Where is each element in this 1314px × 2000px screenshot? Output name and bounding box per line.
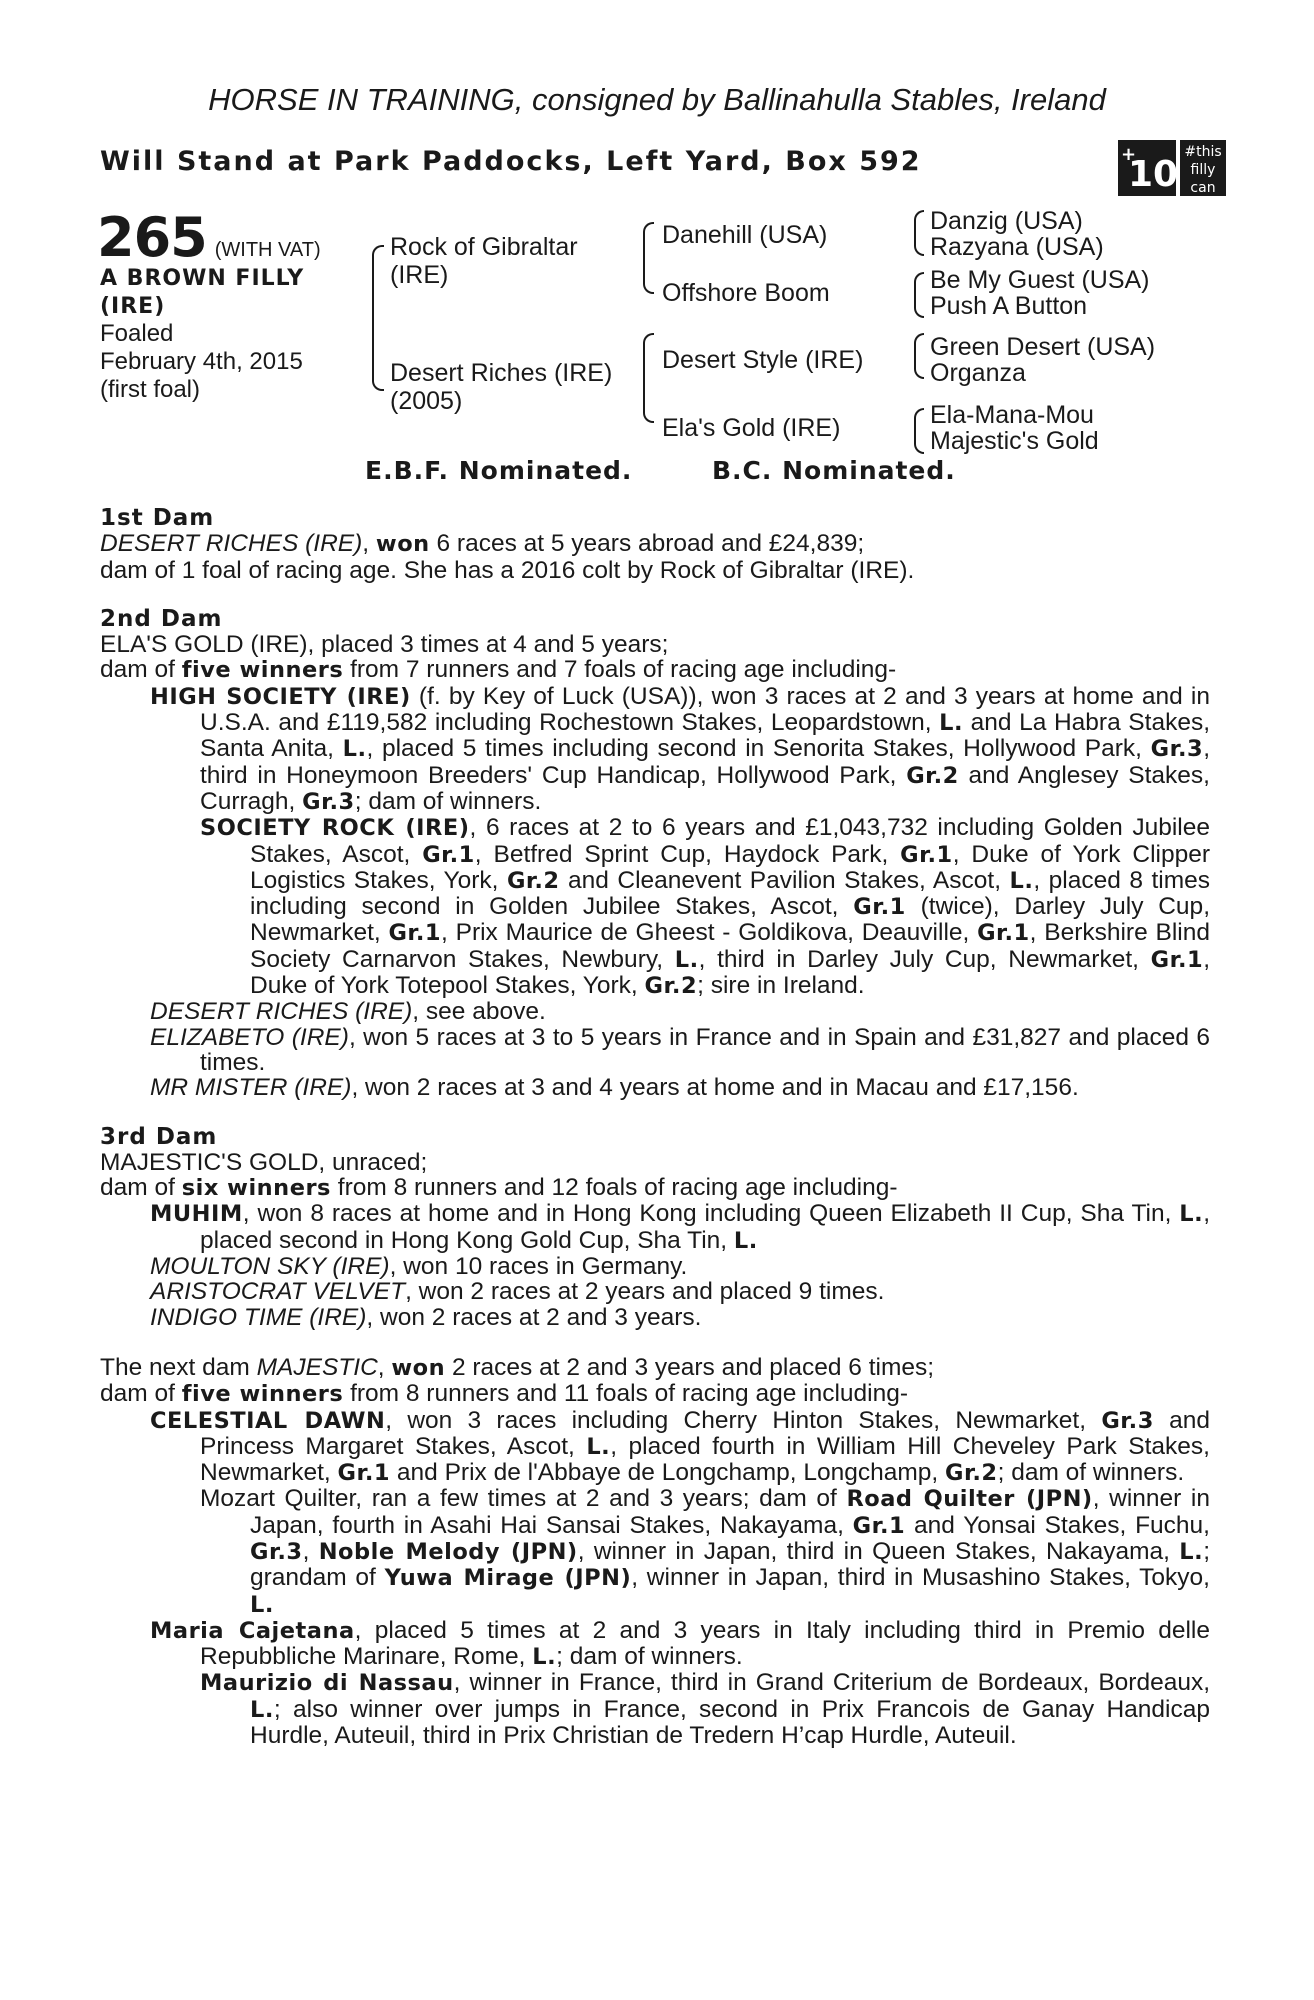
- svg-text:#this: #this: [1184, 144, 1222, 160]
- grade: L.: [733, 1227, 758, 1254]
- this-filly-can-logo: [1118, 138, 1228, 198]
- winners-count: five winners: [181, 1381, 344, 1408]
- text: , Betfred Sprint Cup, Haydock Park,: [474, 840, 901, 868]
- text: dam of: [100, 1174, 182, 1202]
- grade: Gr.1: [388, 920, 442, 947]
- dsd: Organza: [930, 359, 1026, 387]
- dam: [390, 359, 612, 415]
- text: 2 races at 2 and 3 years and placed 6 times;: [445, 1353, 935, 1381]
- pedigree-brace-dam: [643, 333, 654, 423]
- horse-name: SOCIETY ROCK (IRE): [200, 815, 470, 842]
- text: and Cleanevent Pavilion Stakes, Ascot,: [559, 866, 1010, 894]
- maria-cajetana-entry: [100, 1618, 1210, 1671]
- third-dam-produce: [100, 1175, 1210, 1201]
- next-dam-produce: [100, 1381, 1210, 1407]
- svg-text:can: can: [1190, 180, 1216, 196]
- foaled-date: February 4th, 2015: [100, 348, 303, 375]
- grade: L.: [532, 1644, 557, 1671]
- text: , winner in Japan, fourth in Asahi Hai Sansai Stakes, Nakayama,: [250, 1485, 1210, 1539]
- grade: Gr.1: [1150, 946, 1204, 973]
- pedigree-brace-ds: [914, 333, 924, 379]
- text: , winner in Japan, third in Queen Stakes, Nakayama,: [577, 1537, 1180, 1565]
- third-dam-heading: 3rd Dam: [100, 1123, 218, 1150]
- text: , Berkshire Blind Society Carnarvon Stakes, Newbury,: [250, 919, 1210, 973]
- text: and Yonsai Stakes, Fuchu,: [905, 1511, 1210, 1539]
- next-dam-line: The next dam MAJESTIC, won 2 races at 2 and 3 years and placed 6 times;: [100, 1353, 935, 1381]
- pedigree-brace-dd: [914, 408, 924, 454]
- ebf-nominated: E.B.F. Nominated.: [365, 456, 633, 485]
- winners-count: six winners: [181, 1175, 331, 1202]
- mozart-quilter-entry: Mozart Quilter, ran a few times at 2 and 3 years; dam of Road Quilter (JPN), winner in Japan, fourth in Asahi Hai Sansai Stakes, Nakayama, Gr.1 and Yonsai Stakes, Fuchu, Gr.3, Noble Melody (JPN), winner in Japan, third in Queen Stakes, Nakayama, L.; grandam of Yuwa Mirage (JPN), winner in Japan, third in Musashino Stakes, Tokyo, L.: [200, 1485, 1210, 1618]
- won-label: won: [375, 531, 430, 558]
- text: , 6 races at 2 to 6 years and £1,043,732 including Golden Jubilee Stakes, Ascot,: [250, 814, 1210, 868]
- text: Mozart Quilter, ran a few times at 2 and 3 years; dam of: [200, 1485, 847, 1513]
- horse-name: MAJESTIC: [256, 1353, 378, 1381]
- grade: Gr.3: [250, 1538, 303, 1565]
- second-dam-produce: [100, 657, 1210, 683]
- grade: L.: [342, 736, 367, 763]
- text: dam of: [100, 656, 182, 684]
- text: , placed 5 times at 2 and 3 years in Italy including third in Premio delle Repubbliche Marinare, Rome,: [200, 1616, 1210, 1671]
- text: and Anglesey Stakes, Curragh,: [200, 761, 1210, 815]
- first-dam-line: DESERT RICHES (IRE), won 6 races at 5 years abroad and £24,839;: [100, 530, 865, 558]
- grade: Gr.2: [644, 973, 698, 1000]
- sire-name: Rock of Gibraltar: [390, 233, 578, 261]
- horse-description: [100, 265, 304, 321]
- text: and Prix de l'Abbaye de Longchamp, Longchamp,: [390, 1459, 946, 1487]
- grade: Gr.1: [853, 894, 906, 921]
- text: ; dam of winners.: [354, 787, 542, 815]
- text: ; grandam of: [250, 1537, 1210, 1592]
- horse-name: HIGH SOCIETY (IRE): [150, 683, 411, 710]
- grade: Gr.2: [506, 867, 560, 894]
- catalogue-body: [100, 506, 1210, 1748]
- horse-name: DESERT RICHES (IRE): [150, 998, 413, 1026]
- sire: [390, 233, 578, 289]
- text: from 8 runners and 12 foals of racing age including-: [330, 1174, 898, 1202]
- text: , placed fourth in William Hill Cheveley Park Stakes, Newmarket,: [200, 1432, 1210, 1487]
- dam-name: Desert Riches (IRE): [390, 359, 613, 387]
- grade: Gr.1: [852, 1512, 906, 1539]
- horse-name: ELIZABETO (IRE): [150, 1023, 349, 1051]
- moulton-sky-entry: [100, 1254, 1210, 1279]
- grade: Gr.3: [302, 788, 355, 815]
- horse-name: MOULTON SKY (IRE): [150, 1253, 390, 1281]
- dds: Ela-Mana-Mou: [930, 401, 1094, 429]
- ddd: Majestic's Gold: [930, 427, 1099, 455]
- horse-name: Yuwa Mirage (JPN): [384, 1565, 632, 1592]
- text: ; dam of winners.: [556, 1643, 743, 1671]
- elizabeto-entry: [100, 1025, 1210, 1076]
- text: , Duke of York Clipper Logistics Stakes, York,: [250, 840, 1210, 894]
- second-dam-heading: 2nd Dam: [100, 605, 223, 632]
- grade: Gr.1: [977, 920, 1030, 947]
- text: , see above.: [412, 998, 546, 1026]
- pedigree-brace-main: [372, 245, 384, 391]
- pedigree-brace-sd: [914, 272, 924, 318]
- grade: Gr.1: [422, 841, 475, 868]
- text: , won 8 races at home and in Hong Kong including Queen Elizabeth II Cup, Sha Tin,: [242, 1200, 1180, 1228]
- ssd: Razyana (USA): [930, 233, 1104, 261]
- text: dam of: [100, 1380, 182, 1408]
- grade: Gr.3: [1150, 736, 1204, 763]
- second-dam-line: ELA'S GOLD (IRE), placed 3 times at 4 and 5 years;: [100, 631, 669, 659]
- grade: L.: [1179, 1538, 1204, 1565]
- pedigree-brace-ss: [914, 210, 924, 256]
- text: ; sire in Ireland.: [697, 972, 865, 1000]
- text: , winner in Japan, third in Musashino Stakes, Tokyo,: [631, 1564, 1210, 1592]
- dam-year: (2005): [390, 387, 463, 415]
- sire-country: (IRE): [390, 261, 449, 289]
- celestial-dawn-entry: [100, 1408, 1210, 1487]
- dam-dam: Ela's Gold (IRE): [662, 414, 841, 442]
- grade: Gr.1: [900, 841, 953, 868]
- text: (twice), Darley July Cup, Newmarket,: [250, 893, 1210, 947]
- sex-line-1: A BROWN FILLY: [100, 266, 305, 291]
- desert-riches-entry: [100, 999, 1210, 1024]
- horse-name: Road Quilter (JPN): [846, 1486, 1093, 1513]
- horse-name: ARISTOCRAT VELVET: [150, 1278, 406, 1306]
- text: from 7 runners and 7 foals of racing age including-: [343, 656, 897, 684]
- grade: L.: [250, 1696, 274, 1723]
- horse-name: CELESTIAL DAWN: [150, 1407, 386, 1434]
- grade: L.: [1009, 867, 1034, 894]
- text: from 8 runners and 11 foals of racing age including-: [343, 1380, 908, 1408]
- society-rock-entry: [100, 815, 1210, 999]
- vat-note: (WITH VAT): [214, 239, 321, 261]
- text: , placed 5 times including second in Senorita Stakes, Hollywood Park,: [366, 735, 1151, 763]
- indigo-time-entry: [100, 1305, 1210, 1330]
- sire-dam: Offshore Boom: [662, 279, 830, 307]
- first-dam-produce: dam of 1 foal of racing age. She has a 2016 colt by Rock of Gibraltar (IRE).: [100, 556, 915, 584]
- text: (f. by Key of Luck (USA)), won 3 races at 2 and 3 years at home and in U.S.A. and £119,582 including Rochestown Stakes, Leopardstown,: [200, 682, 1210, 737]
- high-society-entry: [100, 684, 1210, 815]
- grade: L.: [250, 1591, 274, 1618]
- horse-name: Maria Cajetana: [150, 1617, 355, 1644]
- sire-sire: Danehill (USA): [662, 221, 828, 249]
- text: , won 10 races in Germany.: [389, 1253, 688, 1281]
- pedigree-brace-sire: [643, 222, 654, 294]
- first-dam-heading: 1st Dam: [100, 505, 215, 531]
- text: , placed 8 times including second in Golden Jubilee Stakes, Ascot,: [250, 866, 1210, 921]
- text: , Prix Maurice de Gheest - Goldikova, Deauville,: [441, 919, 978, 947]
- sdd: Push A Button: [930, 292, 1088, 320]
- sds: Be My Guest (USA): [930, 266, 1150, 294]
- foal-note: (first foal): [100, 376, 201, 403]
- text: , won 2 races at 2 years and placed 9 times.: [405, 1278, 885, 1306]
- text: and Princess Margaret Stakes, Ascot,: [200, 1406, 1211, 1460]
- horse-name: Maurizio di Nassau: [200, 1670, 454, 1697]
- dam-sire: Desert Style (IRE): [662, 346, 864, 374]
- text: , won 2 races at 3 and 4 years at home and in Macau and £17,156.: [351, 1074, 1079, 1102]
- text: ; also winner over jumps in France, second in Prix Francois de Ganay Handicap Hurdle, Auteuil, third in Prix Christian de Tredern H’cap Hurdle, Auteuil.: [250, 1695, 1210, 1750]
- grade: Gr.1: [337, 1460, 391, 1487]
- winners-count: five winners: [181, 657, 344, 684]
- horse-name: MR MISTER (IRE): [150, 1074, 352, 1102]
- grade: Gr.2: [906, 762, 959, 789]
- text: , won 5 races at 3 to 5 years in France and in Spain and £31,827 and placed 6 times.: [200, 1023, 1211, 1076]
- dss: Green Desert (USA): [930, 333, 1156, 361]
- grade: L.: [1179, 1201, 1204, 1228]
- grade: L.: [674, 946, 699, 973]
- text: , third in Darley July Cup, Newmarket,: [698, 945, 1151, 973]
- text: , Duke of York Totepool Stakes, York,: [250, 945, 1210, 1000]
- bc-nominated: B.C. Nominated.: [712, 456, 956, 485]
- text: and La Habra Stakes, Santa Anita,: [200, 709, 1211, 763]
- dam-record: 6 races at 5 years abroad and £24,839;: [429, 530, 865, 558]
- muhim-entry: [100, 1201, 1210, 1254]
- third-dam-line: MAJESTIC'S GOLD, unraced;: [100, 1148, 428, 1176]
- foaled-label: Foaled: [100, 320, 174, 347]
- text: , winner in France, third in Grand Criterium de Bordeaux, Bordeaux,: [453, 1669, 1211, 1697]
- text: ; dam of winners.: [997, 1459, 1185, 1487]
- grade: L.: [586, 1433, 611, 1460]
- won-label: won: [391, 1354, 446, 1381]
- sex-line-2: (IRE): [100, 294, 166, 319]
- aristocrat-velvet-entry: [100, 1279, 1210, 1304]
- text: , won 3 races including Cherry Hinton Stakes, Newmarket,: [385, 1406, 1102, 1434]
- grade: Gr.3: [1101, 1407, 1154, 1434]
- svg-text:+: +: [1121, 144, 1137, 165]
- lot-number-block: [97, 206, 321, 269]
- lot-number: 265: [97, 206, 207, 269]
- horse-name: INDIGO TIME (IRE): [150, 1303, 367, 1331]
- maurizio-di-nassau-entry: [100, 1670, 1210, 1748]
- svg-text:10: 10: [1128, 154, 1179, 195]
- text: , placed second in Hong Kong Gold Cup, Sha Tin,: [200, 1200, 1210, 1254]
- text: , won 2 races at 2 and 3 years.: [366, 1303, 702, 1331]
- svg-text:filly: filly: [1190, 162, 1216, 178]
- sss: Danzig (USA): [930, 207, 1083, 235]
- text: , third in Honeymoon Breeders' Cup Handicap, Hollywood Park,: [200, 735, 1210, 789]
- text: The next dam: [100, 1353, 257, 1381]
- dam-name: DESERT RICHES (IRE): [100, 530, 363, 558]
- horse-name: Noble Melody (JPN): [318, 1538, 578, 1565]
- stand-location: Will Stand at Park Paddocks, Left Yard, Box 592: [100, 146, 922, 177]
- horse-name: MUHIM: [150, 1201, 243, 1228]
- mr-mister-entry: [100, 1075, 1210, 1100]
- grade: Gr.2: [945, 1460, 998, 1487]
- page-title: HORSE IN TRAINING, consigned by Ballinahulla Stables, Ireland: [208, 82, 1106, 117]
- grade: L.: [939, 710, 964, 737]
- foaling-info: [100, 320, 303, 404]
